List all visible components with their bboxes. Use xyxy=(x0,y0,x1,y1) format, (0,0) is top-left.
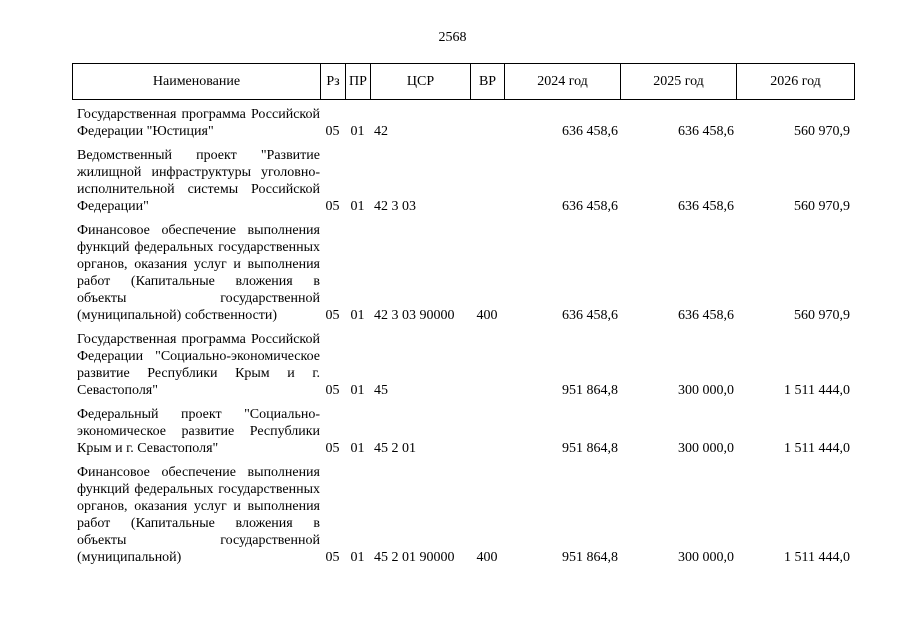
row-2026: 1 511 444,0 xyxy=(784,550,850,565)
table-row xyxy=(72,406,854,457)
table-row xyxy=(72,331,854,399)
row-csr: 42 3 03 xyxy=(374,199,416,214)
row-2025: 636 458,6 xyxy=(678,199,734,214)
row-2024: 636 458,6 xyxy=(562,199,618,214)
row-rz: 05 xyxy=(325,124,340,139)
row-csr: 45 2 01 xyxy=(374,441,416,456)
row-pr: 01 xyxy=(350,383,365,398)
table-row xyxy=(72,147,854,215)
table-row xyxy=(72,106,854,140)
column-header-vr: ВР xyxy=(471,64,505,100)
row-name: Федеральный проект "Социально-экономическое развитие Республики Крым и г. Севастополя" xyxy=(77,407,320,456)
table-row xyxy=(72,222,854,324)
table-body xyxy=(72,106,854,573)
row-name: Ведомственный проект "Развитие жилищной инфраструктуры уголовно-исполнительной системы Российской Федерации" xyxy=(77,148,320,214)
column-header-rz: Рз xyxy=(321,64,346,100)
page-number: 2568 xyxy=(438,30,467,45)
row-2025: 636 458,6 xyxy=(678,124,734,139)
row-pr: 01 xyxy=(350,441,365,456)
row-2025: 300 000,0 xyxy=(678,550,734,565)
row-rz: 05 xyxy=(325,383,340,398)
row-name: Финансовое обеспечение выполнения функций федеральных государственных органов, оказания услуг и выполнения работ (Капитальные вложения в объекты государственной (муниципальной) собственности) xyxy=(77,223,320,323)
column-header-2025: 2025 год xyxy=(621,64,737,100)
row-vr: 400 xyxy=(476,308,498,323)
row-vr: 400 xyxy=(476,550,498,565)
row-2025: 300 000,0 xyxy=(678,383,734,398)
row-csr: 42 xyxy=(374,124,388,139)
row-rz: 05 xyxy=(325,550,340,565)
row-2026: 1 511 444,0 xyxy=(784,383,850,398)
row-2026: 1 511 444,0 xyxy=(784,441,850,456)
table-header xyxy=(72,63,855,100)
row-2025: 636 458,6 xyxy=(678,308,734,323)
row-csr: 45 xyxy=(374,383,388,398)
row-2026: 560 970,9 xyxy=(794,124,850,139)
row-name: Финансовое обеспечение выполнения функций федеральных государственных органов, оказания услуг и выполнения работ (Капитальные вложения в объекты государственной (муниципальной) xyxy=(77,465,320,565)
row-2026: 560 970,9 xyxy=(794,308,850,323)
row-name: Государственная программа Российской Федерации "Юстиция" xyxy=(77,107,320,139)
row-csr: 45 2 01 90000 xyxy=(374,550,455,565)
column-header-pr: ПР xyxy=(346,64,371,100)
row-rz: 05 xyxy=(325,308,340,323)
row-2024: 636 458,6 xyxy=(562,124,618,139)
row-name: Государственная программа Российской Федерации "Социально-экономическое развитие Республики Крым и г. Севастополя" xyxy=(77,332,320,398)
row-2024: 951 864,8 xyxy=(562,441,618,456)
row-pr: 01 xyxy=(350,199,365,214)
row-rz: 05 xyxy=(325,199,340,214)
row-2024: 636 458,6 xyxy=(562,308,618,323)
column-header-2024: 2024 год xyxy=(505,64,621,100)
column-header-csr: ЦСР xyxy=(371,64,471,100)
row-pr: 01 xyxy=(350,550,365,565)
column-header-2026: 2026 год xyxy=(737,64,855,100)
row-csr: 42 3 03 90000 xyxy=(374,308,455,323)
row-pr: 01 xyxy=(350,308,365,323)
row-pr: 01 xyxy=(350,124,365,139)
row-2024: 951 864,8 xyxy=(562,550,618,565)
row-2025: 300 000,0 xyxy=(678,441,734,456)
row-rz: 05 xyxy=(325,441,340,456)
table-row xyxy=(72,464,854,566)
column-header-name: Наименование xyxy=(73,64,321,100)
row-2026: 560 970,9 xyxy=(794,199,850,214)
row-2024: 951 864,8 xyxy=(562,383,618,398)
